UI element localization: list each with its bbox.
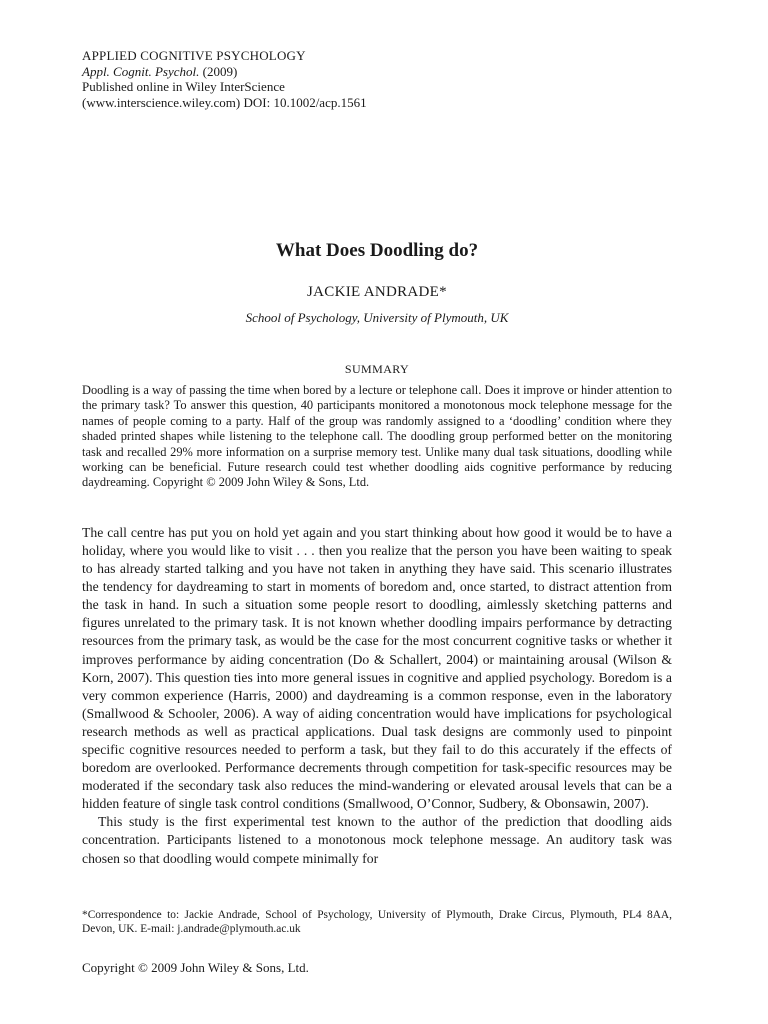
journal-header — [82, 48, 672, 110]
journal-citation — [82, 64, 672, 80]
summary-heading: SUMMARY — [344, 362, 410, 376]
journal-abbreviation: Appl. Cognit. Psychol. — [82, 63, 200, 79]
journal-year: (2009) — [202, 63, 238, 79]
author-affiliation: School of Psychology, University of Plymouth, UK — [245, 310, 509, 325]
copyright-notice: Copyright © 2009 John Wiley & Sons, Ltd. — [82, 960, 309, 975]
summary-text: Doodling is a way of passing the time when bored by a lecture or telephone call. Does it improve or hinder attention to the primary task? To answer this question, 40 participants monitored a monotonous mock telephone message for the names of people coming to a party. Half of the group was randomly assigned to a ‘doodling’ condition where they shaded printed shapes while listening to the telephone call. The doodling group performed better on the monitoring task and recalled 29% more information on a surprise memory test. Unlike many dual task situations, doodling while working can be beneficial. Future research could test whether doodling aids cognitive performance by reducing daydreaming. Copyright © 2009 John Wiley & Sons, Ltd. — [82, 383, 672, 490]
published-line: Published online in Wiley InterScience — [82, 79, 285, 94]
journal-name: APPLIED COGNITIVE PSYCHOLOGY — [82, 48, 306, 63]
author-name: JACKIE ANDRADE* — [307, 284, 447, 300]
body-paragraph: The call centre has put you on hold yet again and you start thinking about how good it would be to have a holiday, where you would like to visit . . . then you realize that the person you have been waiting to speak to has already started talking and you have not taken in anything they have said. This scenario illustrates the tendency for daydreaming to start in moments of boredom and, once started, to distract attention from the task in hand. In such a situation some people resort to doodling, aimlessly sketching patterns and figures unrelated to the primary task. It is not known whether doodling impairs performance by detracting resources from the primary task, as would be the case for the most concurrent cognitive tasks or whether it improves performance by aiding concentration (Do & Schallert, 2004) or maintaining arousal (Wilson & Korn, 2007). This question ties into more general issues in cognitive and applied psychology. Boredom is a very common experience (Harris, 2000) and daydreaming is a common response, even in the laboratory (Smallwood & Schooler, 2006). A way of aiding concentration would have implications for psychological research methods as well as practical applications. Dual task designs are commonly used to pinpoint specific cognitive resources needed to perform a task, but they fail to do this accurately if the effects of boredom are overlooked. Performance decrements through competition for task-specific resources may be moderated if the secondary task also reduces the mind-wandering or elevated arousal levels that can be a hidden feature of single task control conditions (Smallwood, O’Connor, Sudbery, & Obonsawin, 2007). — [82, 524, 672, 812]
body-paragraph: This study is the first experimental test known to the author of the prediction that doodling aids concentration. Participants listened to a monotonous mock telephone message. An auditory task was chosen so that doodling would compete minimally for — [82, 814, 672, 866]
article-page — [82, 48, 672, 868]
article-title: What Does Doodling do? — [275, 240, 479, 261]
doi-line: (www.interscience.wiley.com) DOI: 10.1002/acp.1561 — [82, 94, 367, 110]
correspondence-footnote: *Correspondence to: Jackie Andrade, School of Psychology, University of Plymouth, Drake Circus, Plymouth, PL4 8AA, Devon, UK. E-mail: j.andrade@plymouth.ac.uk — [82, 909, 672, 935]
article-body — [82, 524, 672, 868]
